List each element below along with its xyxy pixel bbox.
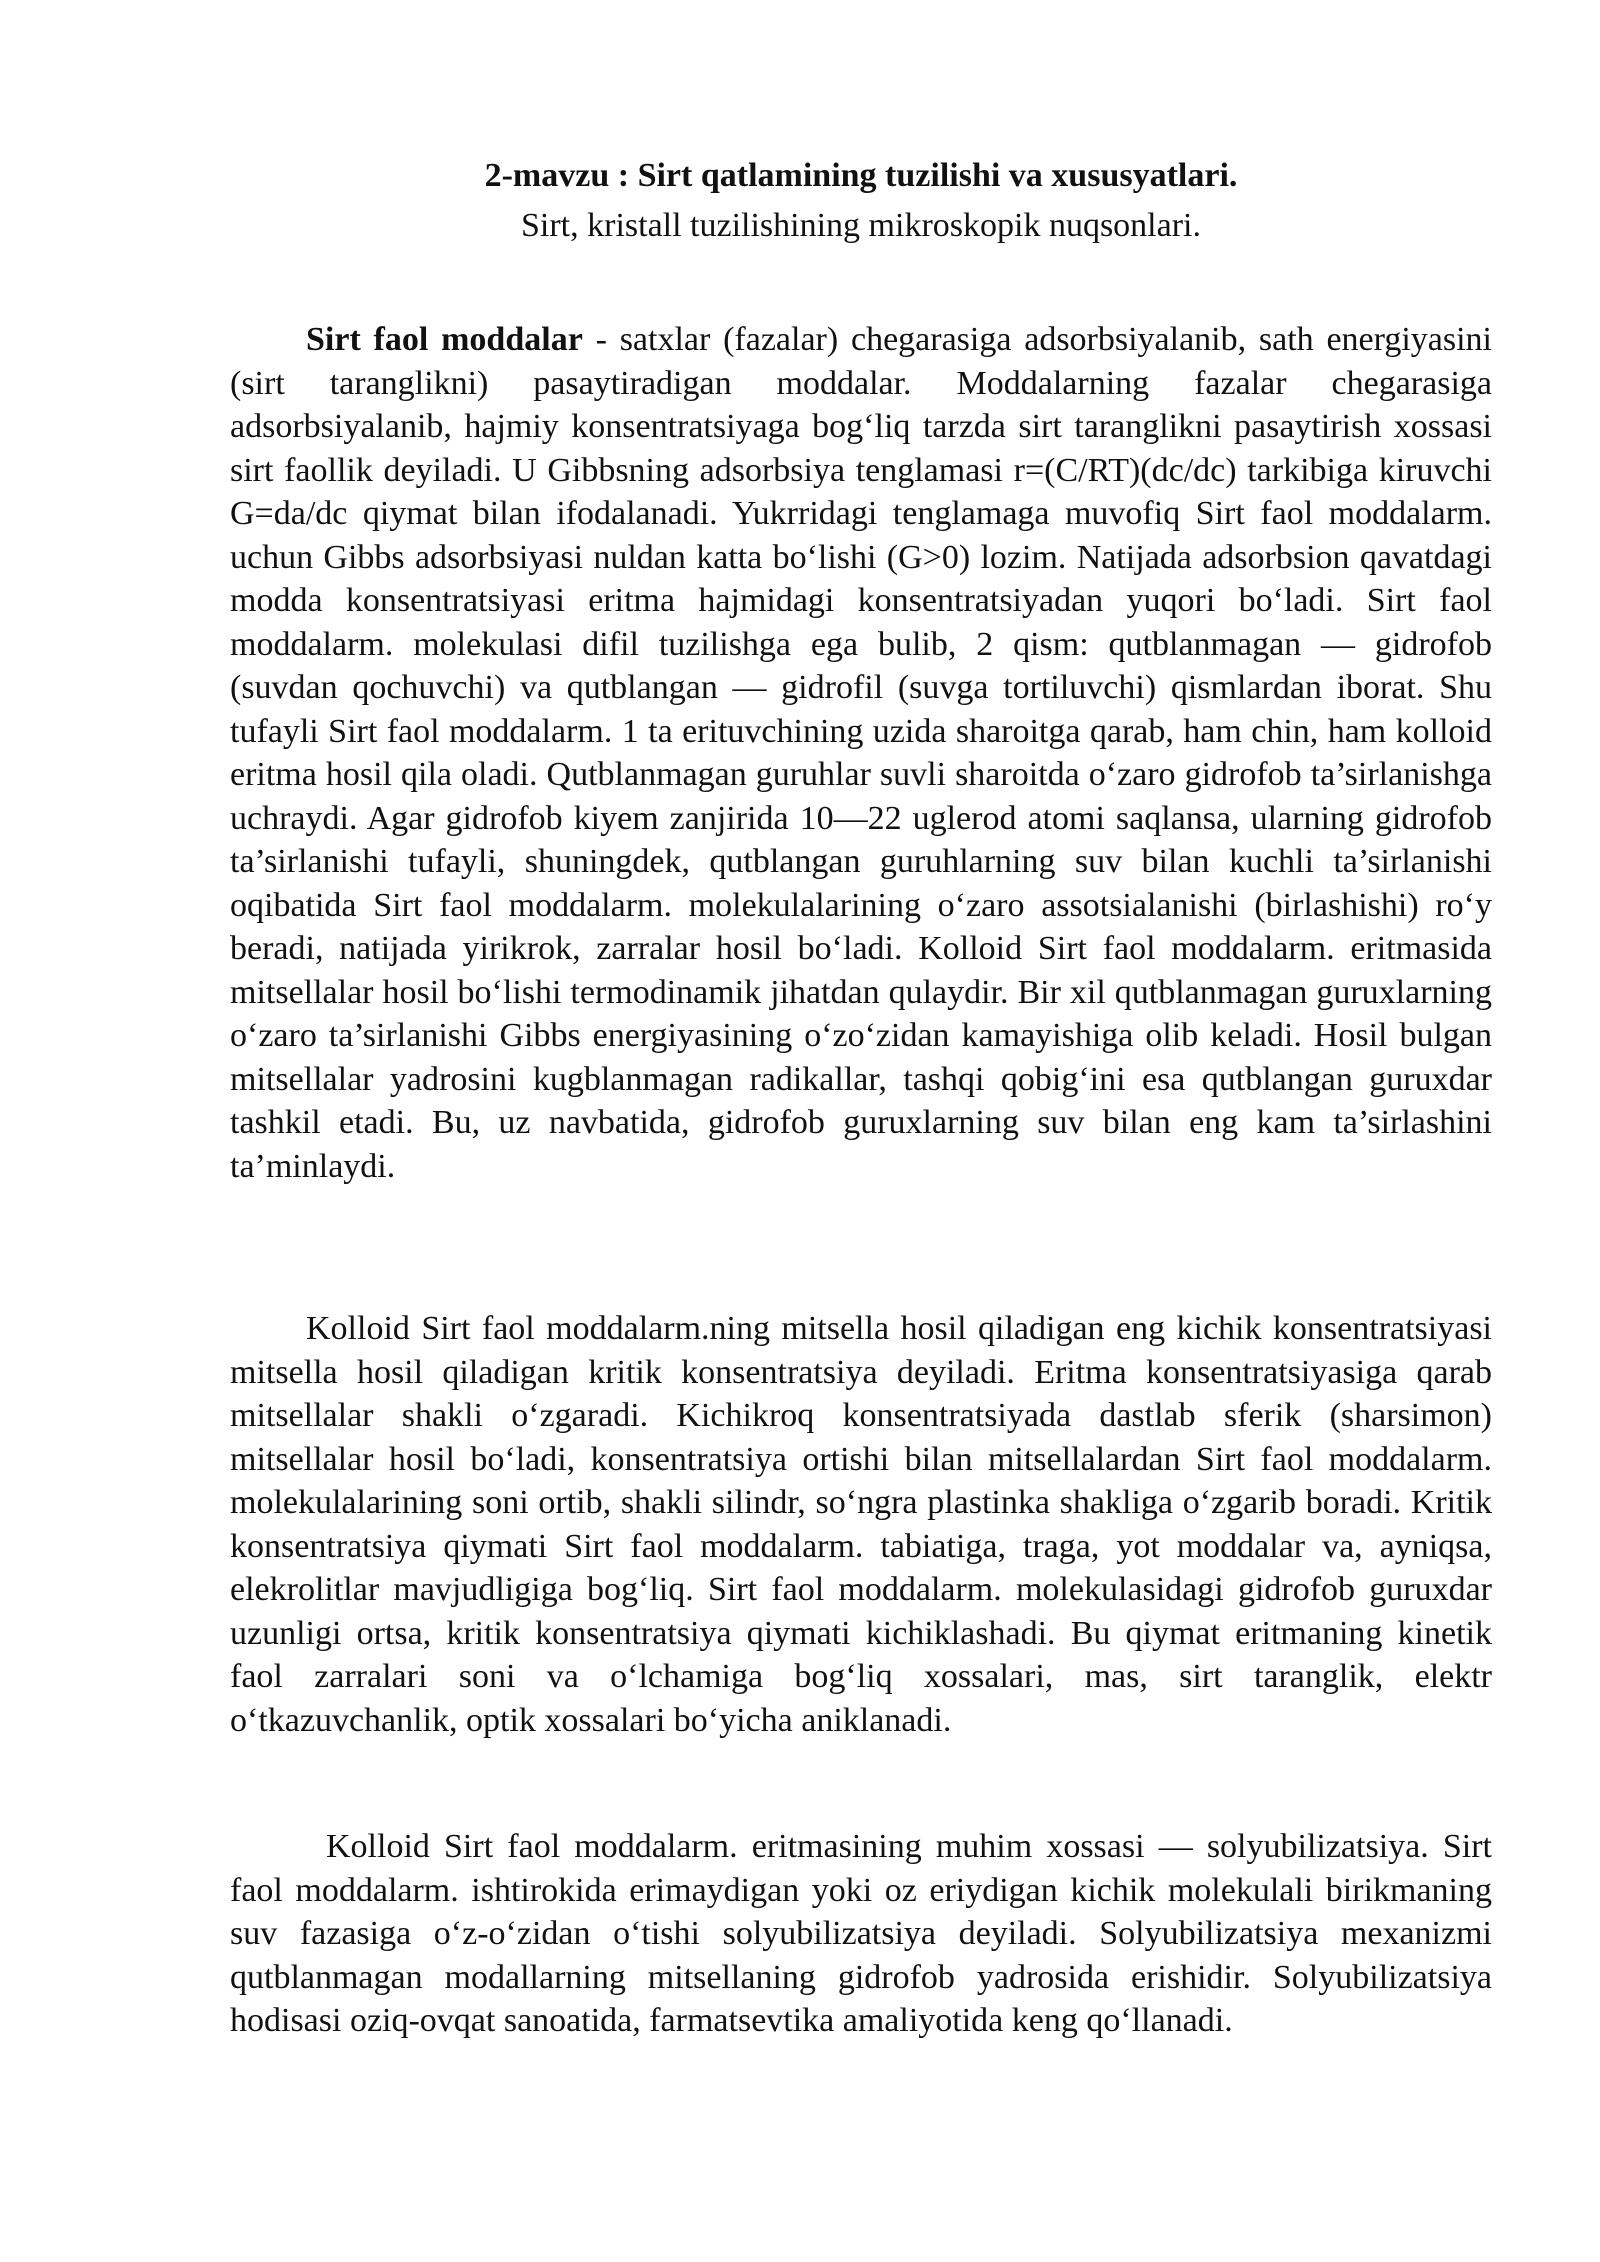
paragraph-2: Kolloid Sirt faol moddalarm.ning mitsella hosil qiladigan eng kichik konsentratsiyasi mitsella hosil qiladigan kritik konsentratsiya deyiladi. Eritma konsentratsiyasiga qarab mitsellalar shakli o‘zgaradi. Kichikroq konsentratsiyada dastlab sferik (sharsimon) mitsellalar hosil bo‘ladi, konsentratsiya ortishi bilan mitsellalardan Sirt faol moddalarm. molekulalarining soni ortib, shakli silindr, so‘ngra plastinka shakliga o‘zgarib boradi. Kritik konsentratsiya qiymati Sirt faol moddalarm. tabiatiga, traga, yot moddalar va, ayniqsa, elekrolitlar mavjudligiga bog‘liq. Sirt faol moddalarm. molekulasidagi gidrofob guruxdar uzunligi ortsa, kritik konsentratsiya qiymati kichiklashadi. Bu qiymat eritmaning kinetik faol zarralari soni va o‘lchamiga bog‘liq xossalari, mas, sirt taranglik, elektr o‘tkazuvchanlik, optik xossalari bo‘yicha aniklanadi. [230, 1310, 1492, 1739]
document-title: 2-mavzu : Sirt qatlamining tuzilishi va xususyatlari. [484, 157, 1238, 194]
paragraph-3: Kolloid Sirt faol moddalarm. eritmasining muhim xossasi — solyubilizatsiya. Sirt faol moddalarm. ishtirokida erimaydigan yoki oz eriydigan kichik molekulali birikmaning suv fazasiga o‘z-o‘zidan o‘tishi solyubilizatsiya deyiladi. Solyubilizatsiya mexanizmi qutblanmagan modallarning mitsellaning gidrofob yadrosida erishidir. Solyubilizatsiya hodisasi oziq-ovqat sanoatida, farmatsevtika amaliyotida keng qo‘llanadi. [230, 1828, 1492, 2039]
paragraph-1 [230, 318, 1492, 1188]
paragraph-1-text: - satxlar (fazalar) chegarasiga adsorbsiyalanib, sath energiyasini (sirt taranglikni) pasaytiradigan moddalar. Moddalarning fazalar chegarasiga adsorbsiyalanib, hajmiy konsentratsiyaga bog‘liq tarzda sirt taranglikni pasaytirish xossasi sirt faollik deyiladi. U Gibbsning adsorbsiya tenglamasi r=(C/RT)(dc/dc) tarkibiga kiruvchi G=da/dc qiymat bilan ifodalanadi. Yukrridagi tenglamaga muvofiq Sirt faol moddalarm. uchun Gibbs adsorbsiyasi nuldan katta bo‘lishi (G>0) lozim. Natijada adsorbsion qavatdagi modda konsentratsiyasi eritma hajmidagi konsentratsiyadan yuqori bo‘ladi. Sirt faol moddalarm. molekulasi difil tuzilishga ega bulib, 2 qism: qutblanmagan — gidrofob (suvdan qochuvchi) va qutblangan — gidrofil (suvga tortiluvchi) qismlardan iborat. Shu tufayli Sirt faol moddalarm. 1 ta erituvchining uzida sharoitga qarab, ham chin, ham kolloid eritma hosil qila oladi. Qutblanmagan guruhlar suvli sharoitda o‘zaro gidrofob ta’sirlanishga uchraydi. Agar gidrofob kiyem zanjirida 10—22 uglerod atomi saqlansa, ularning gidrofob ta’sirlanishi tufayli, shuningdek, qutblangan guruhlarning suv bilan kuchli ta’sirlanishi oqibatida Sirt faol moddalarm. molekulalarining o‘zaro assotsialanishi (birlashishi) ro‘y beradi, natijada yirikrok, zarralar hosil bo‘ladi. Kolloid Sirt faol moddalarm. eritmasida mitsellalar hosil bo‘lishi termodinamik jihatdan qulaydir. Bir xil qutblanmagan guruxlarning o‘zaro ta’sirlanishi Gibbs energiyasining o‘zo‘zidan kamayishiga olib keladi. Hosil bulgan mitsellalar yadrosini kugblanmagan radikallar, tashqi qobig‘ini esa qutblangan guruxdar tashkil etadi. Bu, uz navbatida, gidrofob guruxlarning suv bilan eng kam ta’sirlashini ta’minlaydi. [230, 321, 1493, 1185]
document-subtitle: Sirt, kristall tuzilishining mikroskopik nuqsonlari. [521, 207, 1201, 244]
paragraph-1-lead-term: Sirt faol moddalar [306, 321, 583, 358]
